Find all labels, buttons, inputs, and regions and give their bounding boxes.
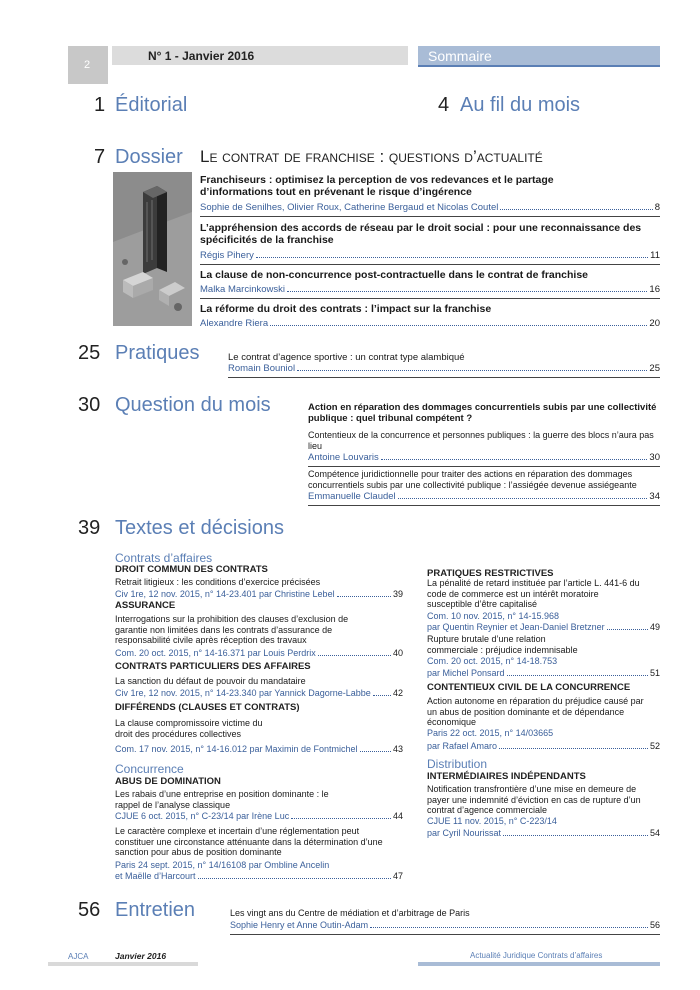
- city-building-icon: [113, 172, 192, 326]
- textes-right-article-4-title[interactable]: Notification transfrontière d’une mise en demeure de payer une indemnité d’éviction en cas de rupture d’un contrat d’agence commerciale: [427, 784, 641, 815]
- textes-right-article-3-ref-1: Paris 22 oct. 2015, n° 14/03665: [427, 728, 554, 738]
- textes-left-article-6-title[interactable]: Le caractère complexe et incertain d’une réglementation peut constituer une circonstance atténuante dans la détermination d’une sanction pour abus de position dominante: [115, 826, 383, 857]
- textes-left-heading-2: ASSURANCE: [115, 600, 176, 611]
- textes-right-article-2-title[interactable]: Rupture brutale d’une relation commerciale : préjudice indemnisable: [427, 634, 578, 655]
- dossier-article-3-author: Malka Marcinkowski: [200, 284, 285, 295]
- section-label: Sommaire: [428, 48, 492, 64]
- question-title[interactable]: Question du mois: [115, 394, 271, 416]
- leader-dots: [499, 748, 648, 749]
- entretien-number: 56: [78, 899, 101, 921]
- section-underline: [418, 65, 660, 67]
- textes-right-article-3-title[interactable]: Action autonome en réparation du préjudice causé par un abus de position dominante et de dépendance économique: [427, 696, 644, 727]
- leader-dots: [507, 675, 648, 676]
- question-subject: Action en réparation des dommages concurrentiels subis par une collectivité publique : quel tribunal compétent ?: [308, 402, 657, 424]
- textes-right-article-4-line: [427, 828, 660, 839]
- textes-right-article-2-ref-2: par Michel Ponsard: [427, 668, 505, 678]
- textes-left-category-2: Concurrence: [115, 762, 184, 776]
- textes-left-article-2-page[interactable]: 40: [392, 648, 403, 658]
- pratiques-title[interactable]: Pratiques: [115, 342, 200, 364]
- textes-left-article-4-page[interactable]: 43: [392, 744, 403, 754]
- dossier-number: 7: [94, 146, 106, 168]
- textes-right-article-1-title[interactable]: La pénalité de retard instituée par l’article L. 441-6 du code de commerce est un intérêt moratoire susceptible d’être capitalisé: [427, 578, 640, 609]
- textes-left-heading-1: DROIT COMMUN DES CONTRATS: [115, 564, 268, 575]
- question-article-1-author: Antoine Louvaris: [308, 452, 379, 463]
- textes-left-article-1-line: [115, 589, 403, 600]
- footer-date: Janvier 2016: [115, 951, 167, 961]
- textes-right-article-4-page[interactable]: 54: [649, 828, 660, 838]
- textes-right-heading-3: INTERMÉDIAIRES INDÉPENDANTS: [427, 771, 586, 782]
- textes-left-article-1-ref: Civ 1re, 12 nov. 2015, n° 14-23.401 par Christine Lebel: [115, 589, 335, 599]
- leader-dots: [607, 629, 648, 630]
- textes-left-heading-4: DIFFÉRENDS (CLAUSES ET CONTRATS): [115, 702, 300, 713]
- dossier-article-2-title[interactable]: L’appréhension des accords de réseau par le droit social : pour une reconnaissance des spécificités de la franchise: [200, 222, 642, 246]
- question-number: 30: [78, 394, 101, 416]
- textes-left-article-6-ref-1: Paris 24 sept. 2015, n° 14/16108 par Ombline Ancelin: [115, 860, 330, 870]
- editorial-number: 1: [94, 94, 106, 116]
- textes-right-article-4-ref-1: CJUE 11 nov. 2015, n° C-223/14: [427, 816, 557, 826]
- dossier-article-4-line: [200, 318, 660, 329]
- dossier-rule-1: [200, 216, 660, 217]
- textes-left-article-1-page[interactable]: 39: [392, 589, 403, 599]
- textes-right-article-2-line: [427, 668, 660, 679]
- pratiques-article-title[interactable]: Le contrat d’agence sportive : un contrat type alambiqué: [228, 352, 465, 363]
- textes-left-article-2-ref: Com. 20 oct. 2015, n° 14-16.371 par Louis Perdrix: [115, 648, 316, 658]
- textes-left-article-4-title[interactable]: La clause compromissoire victime du droit des procédures collectives: [115, 718, 263, 739]
- leader-dots: [373, 695, 391, 696]
- entretien-article-line: [230, 920, 660, 931]
- footer-title: Actualité Juridique Contrats d’affaires: [470, 951, 603, 960]
- textes-left-article-2-title[interactable]: Interrogations sur la prohibition des clauses d’exclusion de garantie non limitées dans les contrats d’assurance de responsabilité civile après réception des travaux: [115, 614, 349, 645]
- dossier-article-4-title[interactable]: La réforme du droit des contrats : l’impact sur la franchise: [200, 303, 492, 315]
- entretien-article-author: Sophie Henry et Anne Outin-Adam: [230, 920, 369, 930]
- dossier-article-1-author: Sophie de Senilhes, Olivier Roux, Catherine Bergaud et Nicolas Coutel: [200, 202, 499, 213]
- textes-left-article-3-page[interactable]: 42: [392, 688, 403, 698]
- textes-right-heading-2: CONTENTIEUX CIVIL DE LA CONCURRENCE: [427, 682, 631, 693]
- dossier-article-1-title[interactable]: Franchiseurs : optimisez la perception de vos redevances et le partage d’informations tout en prévenant le risque d’ingérence: [200, 174, 554, 198]
- question-rule-1: [308, 466, 660, 467]
- textes-left-category-1: Contrats d’affaires: [115, 551, 213, 565]
- dossier-article-2-line: [200, 250, 660, 261]
- footer-left-bar: [48, 962, 198, 966]
- textes-left-heading-5: ABUS DE DOMINATION: [115, 776, 221, 787]
- question-article-1-line: [308, 452, 660, 463]
- dossier-article-4-author: Alexandre Riera: [200, 318, 269, 329]
- textes-right-category: Distribution: [427, 757, 488, 771]
- question-rule-2: [308, 505, 660, 506]
- dossier-article-4-page[interactable]: 20: [649, 318, 660, 329]
- textes-right-article-3-line: [427, 741, 660, 752]
- textes-right-heading-1: PRATIQUES RESTRICTIVES: [427, 568, 554, 579]
- textes-left-article-4-line: [115, 744, 403, 755]
- leader-dots: [198, 878, 391, 879]
- textes-left-article-5-ref: CJUE 6 oct. 2015, n° C-23/14 par Irène Luc: [115, 811, 290, 821]
- leader-dots: [381, 459, 648, 460]
- leader-dots: [287, 291, 647, 292]
- textes-right-article-2-page[interactable]: 51: [649, 668, 660, 678]
- issue-label: N° 1 - Janvier 2016: [148, 49, 255, 63]
- textes-left-heading-3: CONTRATS PARTICULIERS DES AFFAIRES: [115, 661, 311, 672]
- question-article-1-page[interactable]: 30: [649, 452, 660, 463]
- dossier-rule-3: [200, 298, 660, 299]
- footer-left: AJCA: [68, 952, 89, 961]
- textes-right-article-1-line: [427, 622, 660, 633]
- textes-right-article-3-page[interactable]: 52: [649, 741, 660, 751]
- pratiques-rule: [228, 377, 660, 378]
- textes-right-article-4-ref-2: par Cyril Nourissat: [427, 828, 502, 838]
- leader-dots: [318, 655, 391, 656]
- dossier-illustration: [113, 172, 192, 326]
- textes-left-article-1-title[interactable]: Retrait litigieux : les conditions d’exercice précisées: [115, 577, 321, 587]
- question-article-2-line: [308, 491, 660, 502]
- aufil-title[interactable]: Au fil du mois: [460, 94, 581, 116]
- textes-left-article-3-line: [115, 688, 403, 699]
- dossier-subject: Le contrat de franchise : questions d’actualité: [200, 147, 543, 166]
- textes-left-article-3-title[interactable]: La sanction du défaut de pouvoir du mandataire: [115, 676, 306, 686]
- textes-left-article-5-line: [115, 811, 403, 822]
- textes-left-article-6-line: [115, 871, 403, 882]
- textes-title[interactable]: Textes et décisions: [115, 517, 284, 539]
- pratiques-number: 25: [78, 342, 101, 364]
- textes-number: 39: [78, 517, 101, 539]
- pratiques-article-line: [228, 363, 660, 374]
- dossier-rule-2: [200, 264, 660, 265]
- dossier-article-2-page[interactable]: 11: [650, 250, 660, 261]
- textes-left-article-5-title[interactable]: Les rabais d’une entreprise en position dominante : le rappel de l’analyse classique: [115, 789, 329, 810]
- question-article-2-author: Emmanuelle Claudel: [308, 491, 396, 502]
- leader-dots: [256, 257, 648, 258]
- textes-right-article-1-page[interactable]: 49: [649, 622, 660, 632]
- textes-left-article-6-ref-2: et Maëlle d’Harcourt: [115, 871, 196, 881]
- textes-left-article-2-line: [115, 648, 403, 659]
- entretien-article-page[interactable]: 56: [649, 920, 660, 930]
- textes-right-article-3-ref-2: par Rafael Amaro: [427, 741, 498, 751]
- leader-dots: [337, 596, 391, 597]
- dossier-article-3-title[interactable]: La clause de non-concurrence post-contractuelle dans le contrat de franchise: [200, 269, 589, 281]
- dossier-article-3-line: [200, 284, 660, 295]
- textes-right-article-1-ref-1: Com. 10 nov. 2015, n° 14-15.968: [427, 611, 560, 621]
- leader-dots: [270, 325, 647, 326]
- leader-dots: [291, 818, 391, 819]
- dossier-article-3-page[interactable]: 16: [649, 284, 660, 295]
- leader-dots: [398, 498, 648, 499]
- entretien-rule: [230, 934, 660, 935]
- footer-right-bar: [418, 962, 660, 966]
- dossier-title[interactable]: Dossier: [115, 146, 183, 168]
- aufil-number: 4: [438, 94, 450, 116]
- textes-right-article-2-ref-1: Com. 20 oct. 2015, n° 14-18.753: [427, 656, 558, 666]
- question-article-2-title[interactable]: Compétence juridictionnelle pour traiter des actions en réparation des dommages concurrentiels subis par une collectivité publique : l’assiégée devenue assiégeante: [308, 469, 637, 490]
- entretien-title[interactable]: Entretien: [115, 899, 196, 921]
- question-article-1-title[interactable]: Contentieux de la concurrence et personnes publiques : la guerre des blocs n’aura pas lieu: [308, 430, 654, 451]
- editorial-title[interactable]: Éditorial: [115, 94, 188, 116]
- textes-left-article-5-page[interactable]: 44: [392, 811, 403, 821]
- leader-dots: [297, 370, 647, 371]
- page-number: 2: [84, 59, 91, 71]
- leader-dots: [370, 927, 648, 928]
- leader-dots: [360, 751, 391, 752]
- textes-left-article-6-page[interactable]: 47: [392, 871, 403, 881]
- pratiques-article-author: Romain Bouniol: [228, 363, 296, 374]
- dossier-article-1-line: [200, 202, 660, 213]
- textes-left-article-3-ref: Civ 1re, 12 nov. 2015, n° 14-23.340 par Yannick Dagorne-Labbe: [115, 688, 371, 698]
- leader-dots: [503, 835, 648, 836]
- entretien-article-title[interactable]: Les vingt ans du Centre de médiation et d’arbitrage de Paris: [230, 908, 470, 918]
- question-article-2-page[interactable]: 34: [649, 491, 660, 502]
- leader-dots: [500, 209, 652, 210]
- pratiques-article-page[interactable]: 25: [649, 363, 660, 374]
- dossier-article-2-author: Régis Pihery: [200, 250, 254, 261]
- dossier-article-1-page[interactable]: 8: [654, 202, 660, 213]
- textes-right-article-1-ref-2: par Quentin Reynier et Jean-Daniel Bretzner: [427, 622, 605, 632]
- textes-left-article-4-ref: Com. 17 nov. 2015, n° 14-16.012 par Maximin de Fontmichel: [115, 744, 358, 754]
